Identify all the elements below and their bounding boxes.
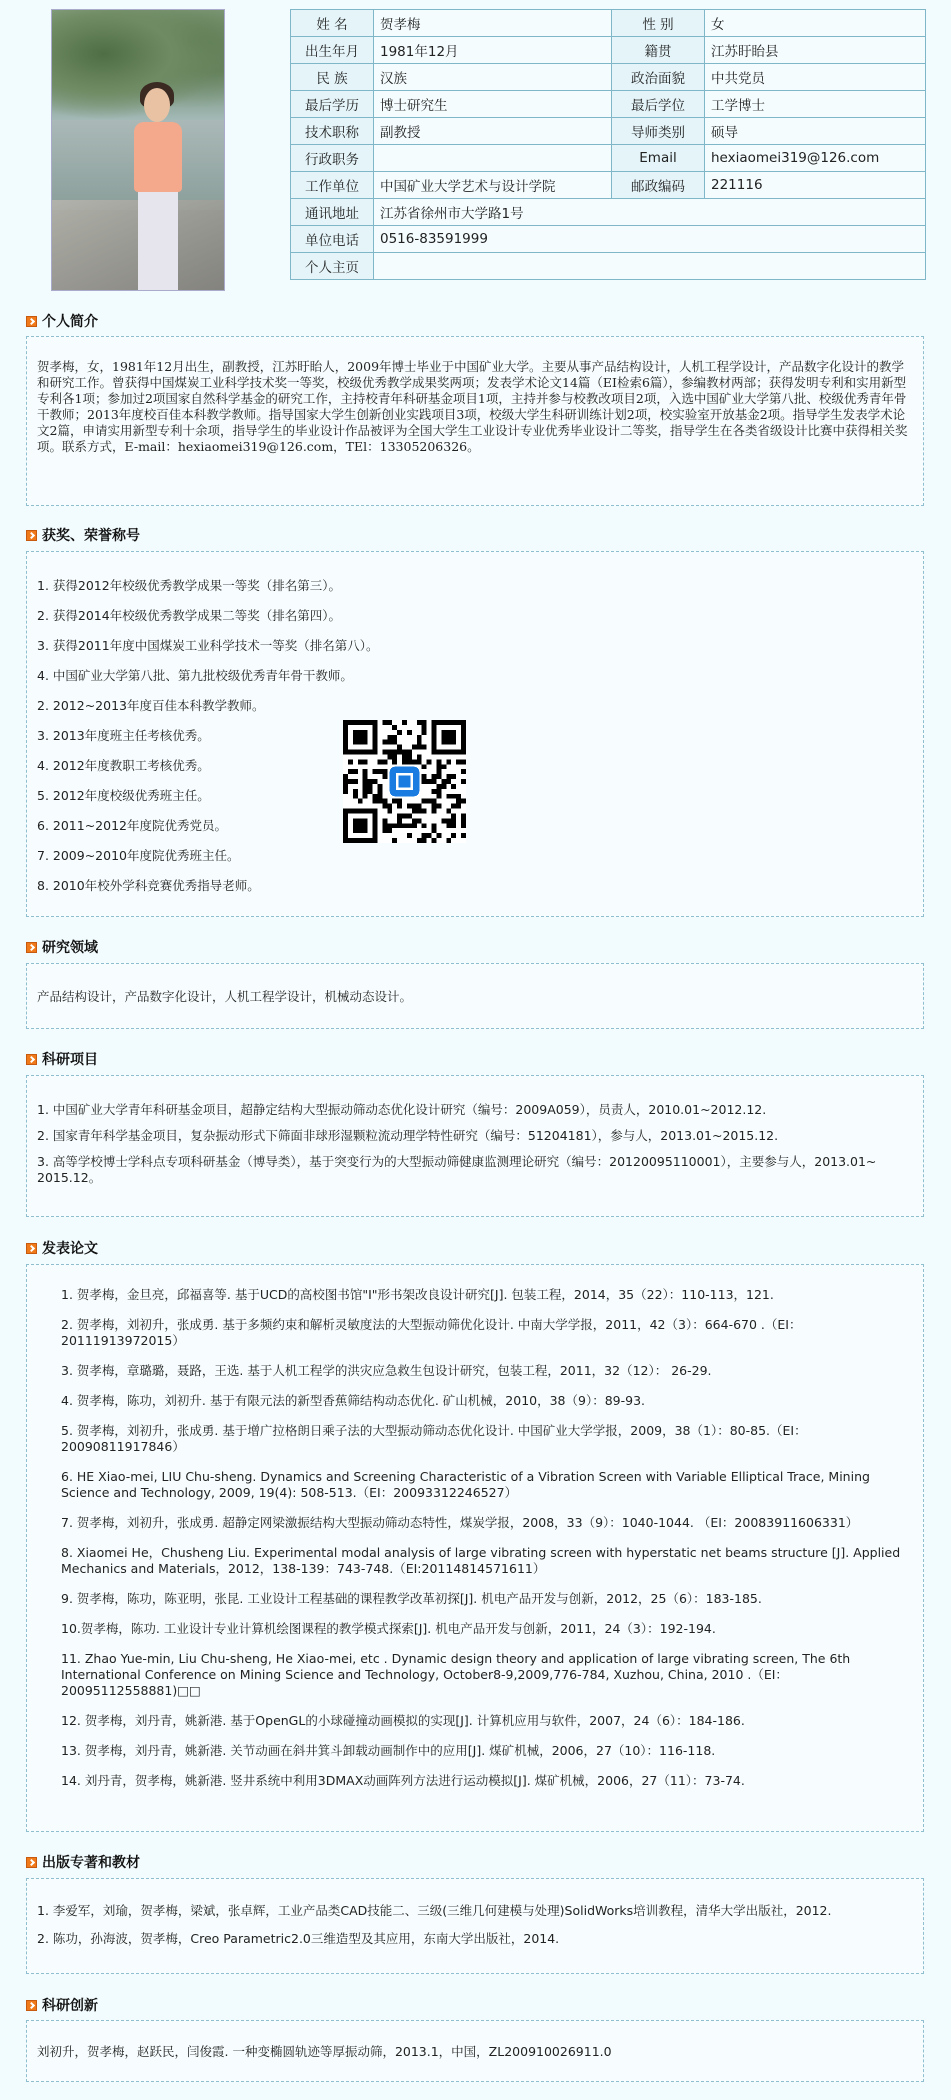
profile-row (291, 172, 926, 199)
field-value: 女 (705, 10, 926, 37)
profile-row (291, 91, 926, 118)
field-value: 硕导 (705, 118, 926, 145)
section-title-books: 出版专著和教材 (26, 1852, 140, 1872)
award-item: 4. 中国矿业大学第八批、第九批校级优秀青年骨干教师。 (37, 668, 353, 683)
paper-item: 3. 贺孝梅，章璐璐，聂路，王选. 基于人机工程学的洪灾应急救生包设计研究，包装工程，2011，32（12）： 26-29. (61, 1363, 712, 1378)
field-value: 221116 (705, 172, 926, 199)
innovation-text: 刘初升，贺孝梅，赵跃民，闫俊霞. 一种变椭圆轨迹等厚振动筛，2013.1，中国，ZL200910026911.0 (37, 2044, 612, 2059)
section-title-papers: 发表论文 (26, 1238, 98, 1258)
projects-box (26, 1075, 924, 1217)
section-title-awards: 获奖、荣誉称号 (26, 525, 140, 545)
profile-row (291, 64, 926, 91)
field-value: 工学博士 (705, 91, 926, 118)
books-box (26, 1878, 924, 1974)
profile-row (291, 145, 926, 172)
bullet-icon (26, 316, 37, 327)
profile-row (291, 226, 926, 253)
field-label: 工作单位 (291, 172, 374, 199)
field-value: 江苏盱眙县 (705, 37, 926, 64)
award-item: 3. 获得2011年度中国煤炭工业科学技术一等奖（排名第八）。 (37, 638, 379, 653)
books-list (27, 1879, 923, 1947)
award-item: 8. 2010年校外学科竞赛优秀指导老师。 (37, 878, 260, 893)
paper-item: 1. 贺孝梅，金旦亮，邱福喜等. 基于UCD的高校图书馆"I"形书架改良设计研究[J]. 包装工程，2014，35（22）：110-113，121. (61, 1287, 774, 1302)
field-value (374, 145, 612, 172)
award-item: 6. 2011~2012年度院优秀党员。 (37, 818, 227, 833)
field-label: 最后学历 (291, 91, 374, 118)
paper-item: 9. 贺孝梅，陈功，陈亚明，张昆. 工业设计工程基础的课程教学改革初探[J]. 机电产品开发与创新，2012，25（6）：183-185. (61, 1591, 762, 1606)
research-box (26, 963, 924, 1029)
paper-item: 8. Xiaomei He，Chusheng Liu. Experimental modal analysis of large vibrating screen with hyperstatic net beams structure [J]. Applied Mechanics and Materials，2012，138-139：743-748.（EI:20114814571611） (61, 1545, 901, 1576)
projects-list (27, 1076, 923, 1186)
award-item: 2. 2012~2013年度百佳本科教学教师。 (37, 698, 265, 713)
book-item: 1. 李爱军，刘瑜，贺孝梅，梁斌，张卓辉，工业产品类CAD技能二、三级(三维几何建模与处理)SolidWorks培训教程，清华大学出版社，2012. (37, 1903, 832, 1918)
innovation-box (26, 2020, 924, 2082)
bullet-icon (26, 942, 37, 953)
field-label: 技术职称 (291, 118, 374, 145)
field-label: 姓 名 (291, 10, 374, 37)
profile-row (291, 10, 926, 37)
section-title-projects: 科研项目 (26, 1049, 98, 1069)
qr-code (343, 720, 466, 843)
award-item: 1. 获得2012年校级优秀教学成果一等奖（排名第三）。 (37, 578, 341, 593)
paper-item: 14. 刘丹青，贺孝梅，姚新港. 竖井系统中利用3DMAX动画阵列方法进行运动模拟[J]. 煤矿机械，2006，27（11）：73-74. (61, 1773, 745, 1788)
phone-value: 0516-83591999 (374, 226, 926, 253)
profile-photo (51, 9, 225, 291)
paper-item: 6. HE Xiao-mei, LIU Chu-sheng. Dynamics and Screening Characteristic of a Vibration Screen with Variable Elliptical Trace, Mining Science and Technology, 2009, 19(4): 508-513.（EI：20093312246527） (61, 1469, 870, 1500)
paper-item: 13. 贺孝梅，刘丹青，姚新港. 关节动画在斜井箕斗卸载动画制作中的应用[J]. 煤矿机械，2006，27（10）：116-118. (61, 1743, 716, 1758)
field-label: 最后学位 (612, 91, 705, 118)
paper-item: 2. 贺孝梅，刘初升，张成勇. 基于多频约束和解析灵敏度法的大型振动筛优化设计. 中南大学学报，2011，42（3）：664-670 .（EI：20111913972015） (61, 1317, 802, 1348)
profile-row (291, 37, 926, 64)
field-label: 性 别 (612, 10, 705, 37)
field-label: 导师类别 (612, 118, 705, 145)
award-item: 3. 2013年度班主任考核优秀。 (37, 728, 210, 743)
paper-item: 12. 贺孝梅，刘丹青，姚新港. 基于OpenGL的小球碰撞动画模拟的实现[J]. 计算机应用与软件，2007，24（6）：184-186. (61, 1713, 745, 1728)
award-item: 5. 2012年度校级优秀班主任。 (37, 788, 210, 803)
field-label: 单位电话 (291, 226, 374, 253)
field-value: 副教授 (374, 118, 612, 145)
field-label: 通讯地址 (291, 199, 374, 226)
bullet-icon (26, 2000, 37, 2011)
bullet-icon (26, 1243, 37, 1254)
bullet-icon (26, 1857, 37, 1868)
project-item: 2. 国家青年科学基金项目，复杂振动形式下筛面非球形湿颗粒流动理学特性研究（编号：51204181），参与人，2013.01~2015.12. (37, 1128, 779, 1143)
section-title-intro: 个人简介 (26, 311, 98, 331)
project-item: 1. 中国矿业大学青年科研基金项目，超静定结构大型振动筛动态优化设计研究（编号：2009A059），员责人，2010.01~2012.12. (37, 1102, 767, 1117)
awards-list (27, 552, 923, 894)
field-label: 行政职务 (291, 145, 374, 172)
profile-row (291, 253, 926, 280)
papers-box (26, 1264, 924, 1832)
field-label: Email (612, 145, 705, 172)
section-title-research: 研究领域 (26, 937, 98, 957)
intro-box (26, 336, 924, 506)
bullet-icon (26, 1054, 37, 1065)
profile-table (290, 9, 926, 280)
book-item: 2. 陈功，孙海波，贺孝梅，Creo Parametric2.0三维造型及其应用，东南大学出版社，2014. (37, 1931, 560, 1946)
field-value: 中共党员 (705, 64, 926, 91)
paper-item: 5. 贺孝梅，刘初升，张成勇. 基于增广拉格朗日乘子法的大型振动筛动态优化设计. 中国矿业大学学报，2009，38（1）：80-85.（EI：20090811917846） (61, 1423, 807, 1454)
papers-list (27, 1265, 923, 1789)
field-value: 博士研究生 (374, 91, 612, 118)
field-value: 中国矿业大学艺术与设计学院 (374, 172, 612, 199)
research-text: 产品结构设计，产品数字化设计，人机工程学设计，机械动态设计。 (37, 989, 413, 1004)
bullet-icon (26, 530, 37, 541)
award-item: 2. 获得2014年校级优秀教学成果二等奖（排名第四）。 (37, 608, 341, 623)
project-item: 3. 高等学校博士学科点专项科研基金（博导类），基于突变行为的大型振动筛健康监测理论研究（编号：20120095110001），主要参与人，2013.01~ 2015.12。 (37, 1154, 877, 1185)
field-label: 出生年月 (291, 37, 374, 64)
field-value: 汉族 (374, 64, 612, 91)
paper-item: 10.贺孝梅，陈功. 工业设计专业计算机绘图课程的教学模式探索[J]. 机电产品开发与创新，2011，24（3）：192-194. (61, 1621, 716, 1636)
field-value: 贺孝梅 (374, 10, 612, 37)
field-label: 邮政编码 (612, 172, 705, 199)
award-item: 4. 2012年度教职工考核优秀。 (37, 758, 210, 773)
section-title-innovation: 科研创新 (26, 1995, 98, 2015)
paper-item: 7. 贺孝梅，刘初升，张成勇. 超静定网梁激振结构大型振动筛动态特性，煤炭学报，2008，33（9）：1040-1044. （EI：20083911606331） (61, 1515, 859, 1530)
field-label: 籍贯 (612, 37, 705, 64)
qr-logo-icon (390, 767, 420, 797)
intro-text: 贺孝梅，女，1981年12月出生，副教授，江苏盱眙人，2009年博士毕业于中国矿业大学。主要从事产品结构设计，人机工程学设计，产品数字化设计的教学和研究工作。曾获得中国煤炭工业科学技术奖一等奖，校级优秀教学成果奖两项；发表学术论文14篇（EI检索6篇），参编教材两部；获得发明专利和实用新型专利各1项；参加过2项国家自然科学基金的研究工作，主持校青年科研基金项目1项，主持并参与校教改项目2项，入选中国矿业大学第八批、校级优秀青年骨干教师；2013年度校百佳本科教学教师。指导国家大学生创新创业实践项目3项，校级大学生科研训练计划2项，校实验室开放基金2项。指导学生发表学术论文2篇，申请实用新型专利十余项，指导学生的毕业设计作品被评为全国大学生工业设计专业优秀毕业设计二等奖，指导学生在各类省级设计比赛中获得相关奖项。联系方式，E-mail：hexiaomei319@126.com，TEl：13305206326。 (37, 359, 908, 454)
field-label: 民 族 (291, 64, 374, 91)
paper-item: 4. 贺孝梅，陈功，刘初升. 基于有限元法的新型香蕉筛结构动态优化. 矿山机械，2010，38（9）：89-93. (61, 1393, 646, 1408)
field-label: 个人主页 (291, 253, 374, 280)
awards-box (26, 551, 924, 917)
field-label: 政治面貌 (612, 64, 705, 91)
field-value: 1981年12月 (374, 37, 612, 64)
field-value: hexiaomei319@126.com (705, 145, 926, 172)
award-item: 7. 2009~2010年度院优秀班主任。 (37, 848, 240, 863)
profile-row (291, 118, 926, 145)
address-value: 江苏省徐州市大学路1号 (374, 199, 926, 226)
homepage-value (374, 253, 926, 280)
profile-row (291, 199, 926, 226)
paper-item: 11. Zhao Yue-min, Liu Chu-sheng, He Xiao-mei, etc . Dynamic design theory and application of large vibrating screen, The 6th International Conference on Mining Science and Technology, October8-9,2009,776-784, Xuzhou, China, 2010 .（EI：20095112558881)□□ (61, 1651, 851, 1698)
